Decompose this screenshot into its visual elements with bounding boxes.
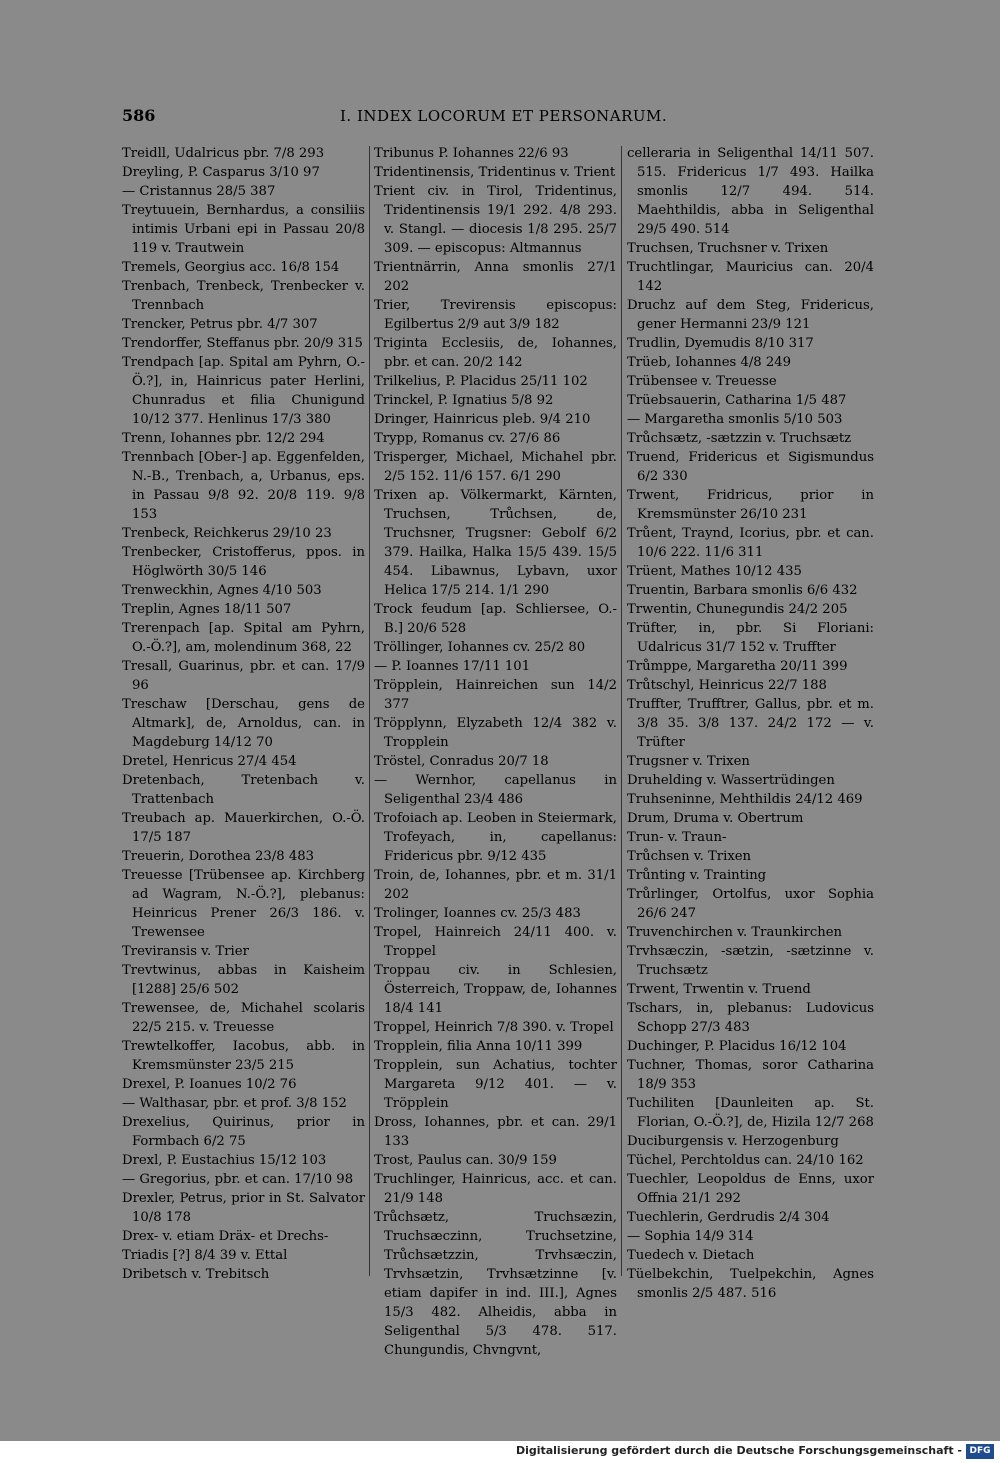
page-header	[122, 106, 882, 130]
index-entry: Treschaw [Derschau, gens de Altmark], de, Arnoldus, can. in Magdeburg 14/12 70	[122, 697, 365, 750]
index-entry: Trost, Paulus can. 30/9 159	[374, 1153, 557, 1168]
index-entry: Trewtelkoffer, Iacobus, abb. in Kremsmünster 23/5 215	[122, 1039, 365, 1073]
index-entry: Druhelding v. Wassertrüdingen	[627, 773, 835, 788]
column-divider	[621, 146, 622, 1276]
index-entry: — Walthasar, pbr. et prof. 3/8 152	[122, 1096, 347, 1111]
index-entry: Treplin, Agnes 18/11 507	[122, 602, 292, 617]
index-entry: Trůchsætz, -sætzzin v. Truchsætz	[627, 431, 852, 446]
index-entry: Tüchel, Perchtoldus can. 24/10 162	[627, 1153, 864, 1168]
index-entry: Treytuuein, Bernhardus, a consiliis intimis Urbani epi in Passau 20/8 119 v. Trautwein	[122, 203, 365, 256]
index-entry: Trenbecker, Cristofferus, ppos. in Höglwörth 30/5 146	[122, 545, 365, 579]
index-entry: Trwent, Fridricus, prior in Kremsmünster 26/10 231	[627, 488, 874, 522]
index-entry: celleraria in Seligenthal 14/11 507. 515. Fridericus 1/7 493. Hailka smonlis 12/7 494. 514. Maehthildis, abba in Seligenthal 29/5 490. 514	[627, 146, 874, 237]
index-entry: Tuchiliten [Daunleiten ap. St. Florian, O.-Ö.?], de, Hizila 12/7 268	[627, 1096, 874, 1130]
index-entry: Tuchner, Thomas, soror Catharina 18/9 353	[627, 1058, 874, 1092]
index-entry: Trisperger, Michael, Michahel pbr. 2/5 152. 11/6 157. 6/1 290	[374, 450, 617, 484]
index-entry: Dretenbach, Tretenbach v. Trattenbach	[122, 773, 365, 807]
index-entry: Trendorffer, Steffanus pbr. 20/9 315	[122, 336, 363, 351]
index-entry: Trevtwinus, abbas in Kaisheim [1288] 25/6 502	[122, 963, 365, 997]
index-entry: — Sophia 14/9 314	[627, 1229, 754, 1244]
index-entry: Treuesse [Trübensee ap. Kirchberg ad Wagram, N.-Ö.?], plebanus: Heinricus Prener 26/3 186. v. Trewensee	[122, 868, 365, 940]
index-entry: Troppau civ. in Schlesien, Österreich, Troppaw, de, Iohannes 18/4 141	[374, 963, 617, 1016]
index-entry: Treviransis v. Trier	[122, 944, 249, 959]
index-entry: Dreyling, P. Casparus 3/10 97	[122, 165, 320, 180]
index-entry: Trinckel, P. Ignatius 5/8 92	[374, 393, 554, 408]
index-entry: Tröstel, Conradus 20/7 18	[374, 754, 549, 769]
index-entry: Drexelius, Quirinus, prior in Formbach 6/2 75	[122, 1115, 365, 1149]
index-entry: Truentin, Barbara smonlis 6/6 432	[627, 583, 858, 598]
index-entry: Drex- v. etiam Dräx- et Drechs-	[122, 1229, 329, 1244]
index-entry: Trenweckhin, Agnes 4/10 503	[122, 583, 322, 598]
index-entry: Trun- v. Traun-	[627, 830, 727, 845]
index-entry: Trugsner v. Trixen	[627, 754, 750, 769]
index-entry: Treubach ap. Mauerkirchen, O.-Ö. 17/5 187	[122, 811, 365, 845]
index-entry: Trier, Trevirensis episcopus: Egilbertus 2/9 aut 3/9 182	[374, 298, 617, 332]
running-title: I. INDEX LOCORUM ET PERSONARUM.	[340, 107, 668, 125]
index-entry: Tuedech v. Dietach	[627, 1248, 755, 1263]
column-divider	[369, 146, 370, 1276]
index-entry: Trůchsætz, Truchsæzin, Truchsæczinn, Truchsetzine, Trůchsætzzin, Trvhsæczin, Trvhsætzin, Trvhsætzinne [v. etiam dapifer in ind. III.], Agnes 15/3 482. Alheidis, abba in Seligenthal 5/3 478. 517. Chungundis, Chvngvnt,	[374, 1210, 617, 1358]
index-entry: Trenbach, Trenbeck, Trenbecker v. Trennbach	[122, 279, 365, 313]
footer-bar	[0, 1441, 1000, 1463]
index-entry: Truffter, Trufftrer, Gallus, pbr. et m. 3/8 35. 3/8 137. 24/2 172 — v. Trüfter	[627, 697, 874, 750]
index-entry: Trvhsæczin, -sætzin, -sætzinne v. Truchsætz	[627, 944, 874, 978]
index-entry: Trennbach [Ober-] ap. Eggenfelden, N.-B., Trenbach, a, Urbanus, eps. in Passau 9/8 92. 20/8 119. 9/8 153	[122, 450, 365, 522]
index-entry: Tridentinensis, Tridentinus v. Trient	[374, 165, 616, 180]
index-entry: — Cristannus 28/5 387	[122, 184, 276, 199]
index-entry: — Margaretha smonlis 5/10 503	[627, 412, 843, 427]
page-number: 586	[122, 106, 156, 125]
index-entry: Trenn, Iohannes pbr. 12/2 294	[122, 431, 325, 446]
funding-credit: Digitalisierung gefördert durch die Deutsche Forschungsgemeinschaft -	[515, 1444, 962, 1457]
index-entry: Tropel, Hainreich 24/11 400. v. Troppel	[374, 925, 617, 959]
index-column-2	[374, 144, 617, 1360]
index-entry: Trudlin, Dyemudis 8/10 317	[627, 336, 814, 351]
index-entry: Triadis [?] 8/4 39 v. Ettal	[122, 1248, 288, 1263]
index-entry: Truchtlingar, Mauricius can. 20/4 142	[627, 260, 874, 294]
index-entry: Dross, Iohannes, pbr. et can. 29/1 133	[374, 1115, 617, 1149]
index-entry: Triginta Ecclesiis, de, Iohannes, pbr. et can. 20/2 142	[374, 336, 617, 370]
index-entry: Trewensee, de, Michahel scolaris 22/5 215. v. Treuesse	[122, 1001, 365, 1035]
index-entry: Truend, Fridericus et Sigismundus 6/2 330	[627, 450, 874, 484]
index-entry: Drum, Druma v. Obertrum	[627, 811, 804, 826]
index-entry: Truchsen, Truchsner v. Trixen	[627, 241, 829, 256]
index-entry: Tröllinger, Iohannes cv. 25/2 80	[374, 640, 586, 655]
index-entry: Trypp, Romanus cv. 27/6 86	[374, 431, 561, 446]
index-entry: Tremels, Georgius acc. 16/8 154	[122, 260, 340, 275]
index-entry: Tropplein, sun Achatius, tochter Margareta 9/12 401. — v. Tröpplein	[374, 1058, 617, 1111]
index-entry: Truchlinger, Hainricus, acc. et can. 21/9 148	[374, 1172, 617, 1206]
index-entry: Trůrlinger, Ortolfus, uxor Sophia 26/6 247	[627, 887, 874, 921]
index-entry: Trendpach [ap. Spital am Pyhrn, O.-Ö.?], in, Hainricus pater Herlini, Chunradus et filia Chunigund 10/12 377. Henlinus 17/3 380	[122, 355, 365, 427]
index-entry: Tschars, in, plebanus: Ludovicus Schopp 27/3 483	[627, 1001, 874, 1035]
index-entry: Trolinger, Ioannes cv. 25/3 483	[374, 906, 581, 921]
index-entry: — Wernhor, capellanus in Seligenthal 23/4 486	[374, 773, 617, 807]
index-entry: Trüfter, in, pbr. Si Floriani: Udalricus 31/7 152 v. Truffter	[627, 621, 874, 655]
index-entry: Trwent, Trwentin v. Truend	[627, 982, 811, 997]
index-entry: Trofoiach ap. Leoben in Steiermark, Trofeyach, in, capellanus: Fridericus pbr. 9/12 435	[374, 811, 617, 864]
index-entry: Tresall, Guarinus, pbr. et can. 17/9 96	[122, 659, 365, 693]
index-entry: — Gregorius, pbr. et can. 17/10 98	[122, 1172, 354, 1187]
index-entry: Troppel, Heinrich 7/8 390. v. Tropel	[374, 1020, 614, 1035]
index-entry: Trwentin, Chunegundis 24/2 205	[627, 602, 848, 617]
index-entry: Dribetsch v. Trebitsch	[122, 1267, 270, 1282]
index-entry: Treidll, Udalricus pbr. 7/8 293	[122, 146, 325, 161]
index-entry: Trenbeck, Reichkerus 29/10 23	[122, 526, 332, 541]
index-entry: Trüebsauerin, Catharina 1/5 487	[627, 393, 847, 408]
index-entry: Trixen ap. Völkermarkt, Kärnten, Truchsen, Trůchsen, de, Truchsner, Trugsner: Gebolf 6/2 379. Hailka, Halka 15/5 439. 15/5 454. Libawnus, Lybavn, uxor Helica 17/5 214. 1/1 290	[374, 488, 617, 598]
index-entry: Dretel, Henricus 27/4 454	[122, 754, 297, 769]
index-entry: Truvenchirchen v. Traunkirchen	[627, 925, 843, 940]
index-entry: Troin, de, Iohannes, pbr. et m. 31/1 202	[374, 868, 617, 902]
index-entry: Duciburgensis v. Herzogenburg	[627, 1134, 839, 1149]
index-entry: Tuechlerin, Gerdrudis 2/4 304	[627, 1210, 830, 1225]
index-entry: Trock feudum [ap. Schliersee, O.-B.] 20/6 528	[374, 602, 617, 636]
index-entry: Tröpplein, Hainreichen sun 14/2 377	[374, 678, 617, 712]
index-entry: Trient civ. in Tirol, Tridentinus, Tridentinensis 19/1 292. 4/8 293. v. Stangl. — diocesis 1/8 295. 25/7 309. — episcopus: Altmannus	[374, 184, 617, 256]
index-entry: Trilkelius, P. Placidus 25/11 102	[374, 374, 588, 389]
index-entry: Trůent, Traynd, Icorius, pbr. et can. 10/6 222. 11/6 311	[627, 526, 874, 560]
index-entry: Trüent, Mathes 10/12 435	[627, 564, 802, 579]
index-entry: Tröpplynn, Elyzabeth 12/4 382 v. Tropplein	[374, 716, 617, 750]
index-entry: Trůmppe, Margaretha 20/11 399	[627, 659, 848, 674]
dfg-logo: DFG	[966, 1444, 994, 1459]
index-entry: Tuechler, Leopoldus de Enns, uxor Offnia 21/1 292	[627, 1172, 874, 1206]
index-entry: Drexl, P. Eustachius 15/12 103	[122, 1153, 327, 1168]
index-entry: Truhseninne, Mehthildis 24/12 469	[627, 792, 863, 807]
index-entry: Treuerin, Dorothea 23/8 483	[122, 849, 314, 864]
index-entry: Drexler, Petrus, prior in St. Salvator 10/8 178	[122, 1191, 365, 1225]
index-entry: Tüelbekchin, Tuelpekchin, Agnes smonlis 2/5 487. 516	[627, 1267, 874, 1301]
index-entry: Trůtschyl, Heinricus 22/7 188	[627, 678, 827, 693]
index-entry: Trübensee v. Treuesse	[627, 374, 777, 389]
index-entry: Drexel, P. Ioanues 10/2 76	[122, 1077, 297, 1092]
index-entry: Druchz auf dem Steg, Fridericus, gener Hermanni 23/9 121	[627, 298, 874, 332]
index-entry: Duchinger, P. Placidus 16/12 104	[627, 1039, 847, 1054]
index-entry: Trüeb, Iohannes 4/8 249	[627, 355, 792, 370]
index-entry: Trůnting v. Trainting	[627, 868, 767, 883]
index-entry: — P. Ioannes 17/11 101	[374, 659, 531, 674]
index-column-3	[627, 144, 874, 1303]
index-entry: Trůchsen v. Trixen	[627, 849, 752, 864]
index-entry: Tribunus P. Iohannes 22/6 93	[374, 146, 569, 161]
index-entry: Tropplein, filia Anna 10/11 399	[374, 1039, 583, 1054]
index-column-1	[122, 144, 365, 1284]
index-entry: Trientnärrin, Anna smonlis 27/1 202	[374, 260, 617, 294]
index-entry: Dringer, Hainricus pleb. 9/4 210	[374, 412, 591, 427]
index-entry: Trencker, Petrus pbr. 4/7 307	[122, 317, 318, 332]
index-entry: Trerenpach [ap. Spital am Pyhrn, O.-Ö.?], am, molendinum 368, 22	[122, 621, 365, 655]
